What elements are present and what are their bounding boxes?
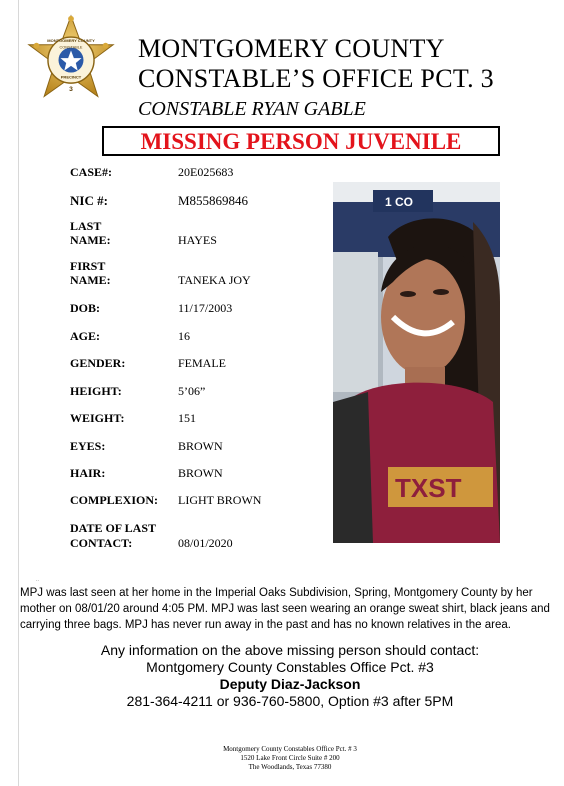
last-contact-label-line1: DATE OF LAST — [70, 521, 157, 535]
first-name-label-line2: NAME: — [70, 273, 111, 287]
constable-name: CONSTABLE RYAN GABLE — [138, 98, 366, 120]
case-value: 20E025683 — [178, 165, 234, 179]
last-contact-label-line2: CONTACT: — [70, 536, 133, 550]
gender-label: GENDER: — [70, 356, 126, 370]
last-contact-value: 08/01/2020 — [178, 536, 233, 550]
gender-value: FEMALE — [178, 356, 226, 370]
badge-number: 3 — [69, 85, 73, 93]
circumstances-paragraph: MPJ was last seen at her home in the Imperial Oaks Subdivision, Spring, Montgomery County by her mother on 08/01/20 around 4:05 PM. MPJ was last seen wearing an orange sweat shirt, black jeans and carrying three bags. MPJ has never run away in the past and has no known relatives in the area. — [20, 587, 550, 631]
height-value: 5’06” — [178, 384, 206, 398]
badge-top-text: MONTGOMERY COUNTY — [47, 37, 95, 43]
office-title-line1: MONTGOMERY COUNTY — [138, 34, 445, 63]
weight-value: 151 — [178, 411, 196, 425]
complexion-label: COMPLEXION: — [70, 493, 158, 507]
badge-bottom-text: PRECINCT — [60, 74, 82, 80]
eyes-value: BROWN — [178, 439, 223, 453]
case-label: CASE#: — [70, 165, 113, 179]
dob-value: 11/17/2003 — [178, 301, 233, 315]
page-edge — [18, 0, 19, 786]
height-label: HEIGHT: — [70, 384, 122, 398]
last-name-value: HAYES — [178, 233, 217, 247]
photo-sign-text: 1 CO — [385, 195, 414, 209]
office-title-line2: CONSTABLE’S OFFICE PCT. 3 — [138, 64, 494, 93]
dob-label: DOB: — [70, 301, 100, 315]
badge-mid-text: CONSTABLE — [59, 45, 83, 50]
svg-text:TXST: TXST — [395, 473, 462, 503]
footer-city: The Woodlands, Texas 77380 — [248, 763, 332, 771]
missing-person-banner: MISSING PERSON JUVENILE — [102, 126, 500, 156]
contact-deputy: Deputy Diaz-Jackson — [219, 676, 361, 692]
sheriff-star-badge-icon — [22, 14, 120, 110]
missing-person-photo — [333, 182, 500, 543]
contact-phone: 281-364-4211 or 936-760-5800, Option #3 after 5PM — [126, 693, 454, 709]
complexion-value: LIGHT BROWN — [178, 493, 262, 507]
first-name-value: TANEKA JOY — [178, 273, 251, 287]
eyes-label: EYES: — [70, 439, 106, 453]
separator-dot: .. — [36, 577, 39, 583]
nic-label: NIC #: — [70, 193, 108, 208]
last-name-label-line1: LAST — [70, 219, 102, 233]
contact-office: Montgomery County Constables Office Pct. #3 — [146, 659, 434, 675]
footer-office: Montgomery County Constables Office Pct. # 3 — [223, 745, 357, 753]
last-name-label-line2: NAME: — [70, 233, 111, 247]
weight-label: WEIGHT: — [70, 411, 125, 425]
nic-value: M855869846 — [178, 193, 249, 208]
contact-intro: Any information on the above missing person should contact: — [100, 642, 480, 658]
age-value: 16 — [178, 329, 190, 343]
age-label: AGE: — [70, 329, 100, 343]
hair-label: HAIR: — [70, 466, 106, 480]
footer-address: 1520 Lake Front Circle Suite # 200 — [240, 754, 340, 762]
hair-value: BROWN — [178, 466, 223, 480]
first-name-label-line1: FIRST — [70, 259, 106, 273]
